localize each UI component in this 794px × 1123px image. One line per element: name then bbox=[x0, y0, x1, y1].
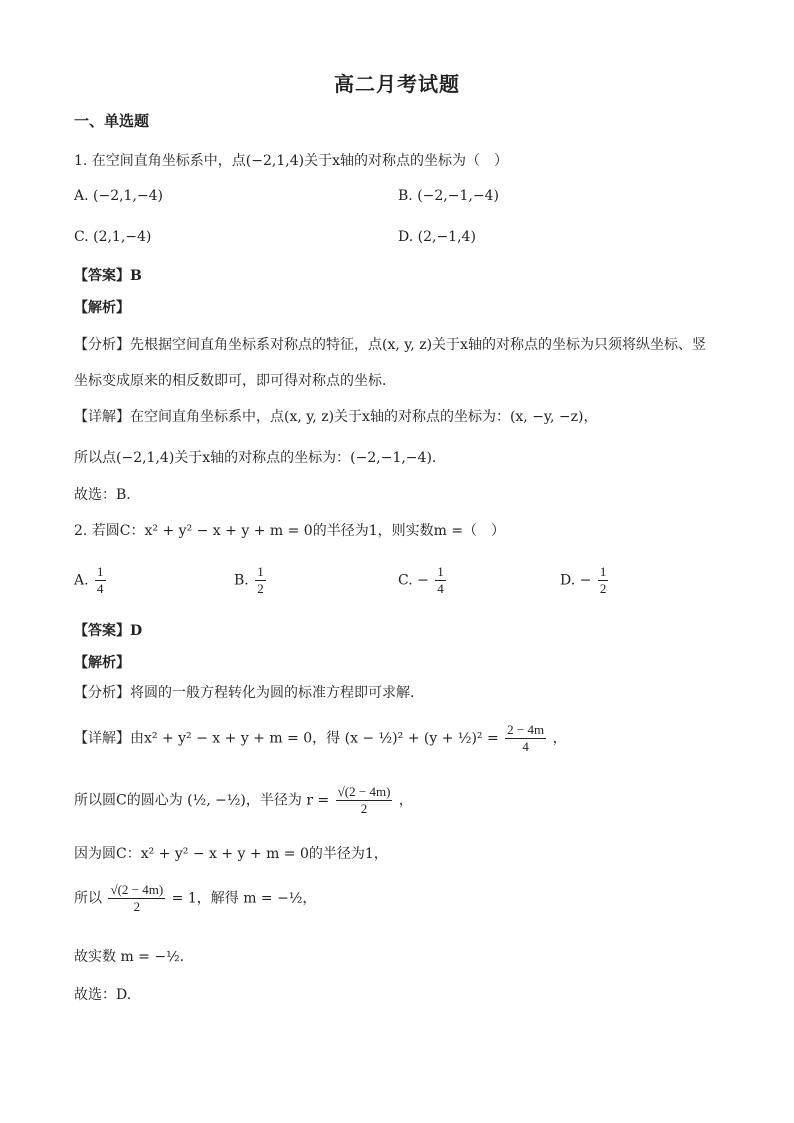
q2-xiangjie-part-b: (x − ½)² + (y + ½)² = bbox=[344, 730, 499, 747]
q2-xiangjie-fraction bbox=[505, 722, 546, 755]
fraction-denominator: 4 bbox=[522, 739, 529, 754]
q2-option-b-label: B. bbox=[234, 572, 249, 589]
q1-answer: 【答案】B bbox=[74, 268, 142, 284]
q2-option-c bbox=[398, 564, 448, 597]
q2-option-c-fraction bbox=[435, 564, 446, 597]
section-heading: 一、单选题 bbox=[74, 112, 150, 130]
fraction-denominator: 2 bbox=[599, 581, 607, 596]
q2-analysis-tag: 【解析】 bbox=[74, 655, 130, 671]
q1-fenxi-line2: 坐标变成原来的相反数即可，即可得对称点的坐标. bbox=[74, 373, 387, 389]
q2-option-a-label: A. bbox=[74, 572, 89, 589]
q2-because: 因为圆C：x² + y² − x + y + m = 0的半径为1， bbox=[74, 846, 388, 862]
fraction-numerator: 1 bbox=[257, 564, 264, 579]
fraction-numerator: √(2 − 4m) bbox=[337, 784, 391, 799]
q2-stem: 2. 若圆C：x² + y² − x + y + m = 0的半径为1，则实数m =（ ） bbox=[74, 523, 506, 539]
page-title: 高二月考试题 bbox=[334, 72, 460, 96]
q1-xiangjie-line2: 所以点(−2,1,4)关于x轴的对称点的坐标为：(−2,−1,−4). bbox=[74, 450, 437, 466]
fraction-denominator: 2 bbox=[360, 801, 368, 816]
q2-option-a-fraction bbox=[95, 564, 106, 597]
fraction-numerator: 1 bbox=[599, 564, 607, 579]
comma: ， bbox=[552, 730, 567, 747]
q2-choose: 故选：D. bbox=[74, 987, 132, 1003]
fraction-numerator: 2 − 4m bbox=[507, 722, 545, 737]
comma: ， bbox=[398, 792, 413, 809]
q2-center-part-b: (½, −½)，半径为 r = bbox=[187, 792, 330, 809]
q2-option-d-label: D. − bbox=[560, 572, 592, 589]
q2-so-part-a: 所以 bbox=[74, 890, 102, 907]
q2-radius-fraction bbox=[336, 784, 393, 817]
q1-option-d: D. (2,−1,4) bbox=[398, 229, 476, 245]
fraction-denominator: 4 bbox=[437, 581, 444, 596]
fraction-numerator: 1 bbox=[97, 564, 104, 579]
q2-option-b-fraction bbox=[255, 564, 266, 597]
fraction-numerator: √(2 − 4m) bbox=[110, 882, 164, 897]
q2-answer: 【答案】D bbox=[74, 623, 143, 639]
fraction-numerator: 1 bbox=[437, 564, 444, 579]
q2-option-b bbox=[234, 564, 268, 597]
q2-option-d-fraction bbox=[598, 564, 609, 597]
q1-stem: 1. 在空间直角坐标系中，点(−2,1,4)关于x轴的对称点的坐标为（ ） bbox=[74, 153, 508, 169]
q1-option-a: A. (−2,1,−4) bbox=[74, 188, 164, 204]
q2-xiangjie-part-a: 【详解】由x² + y² − x + y + m = 0，得 bbox=[74, 730, 341, 747]
q2-option-c-label: C. − bbox=[398, 572, 429, 589]
q2-xiangjie bbox=[74, 722, 567, 755]
q2-option-a bbox=[74, 564, 108, 597]
q2-center bbox=[74, 784, 413, 817]
q1-xiangjie-line1: 【详解】在空间直角坐标系中，点(x, y, z)关于x轴的对称点的坐标为：(x, −y, −z)， bbox=[74, 409, 598, 425]
q2-so bbox=[74, 882, 316, 915]
q1-option-c: C. (2,1,−4) bbox=[74, 229, 152, 245]
q2-gu: 故实数 m = −½. bbox=[74, 949, 185, 965]
fraction-denominator: 2 bbox=[133, 899, 141, 914]
q1-option-b: B. (−2,−1,−4) bbox=[398, 188, 499, 204]
q2-so-part-b: = 1，解得 m = −½， bbox=[171, 890, 317, 907]
q1-fenxi-line1: 【分析】先根据空间直角坐标系对称点的特征，点(x, y, z)关于x轴的对称点的坐标为只须将纵坐标、竖 bbox=[74, 337, 706, 353]
q1-analysis-tag: 【解析】 bbox=[74, 300, 130, 316]
q2-fenxi: 【分析】将圆的一般方程转化为圆的标准方程即可求解. bbox=[74, 685, 415, 701]
fraction-denominator: 2 bbox=[257, 581, 264, 596]
fraction-denominator: 4 bbox=[97, 581, 104, 596]
q1-choose: 故选：B. bbox=[74, 487, 131, 503]
q2-center-part-a: 所以圆C的圆心为 bbox=[74, 792, 183, 809]
q2-so-fraction bbox=[108, 882, 165, 915]
q2-option-d bbox=[560, 564, 610, 597]
